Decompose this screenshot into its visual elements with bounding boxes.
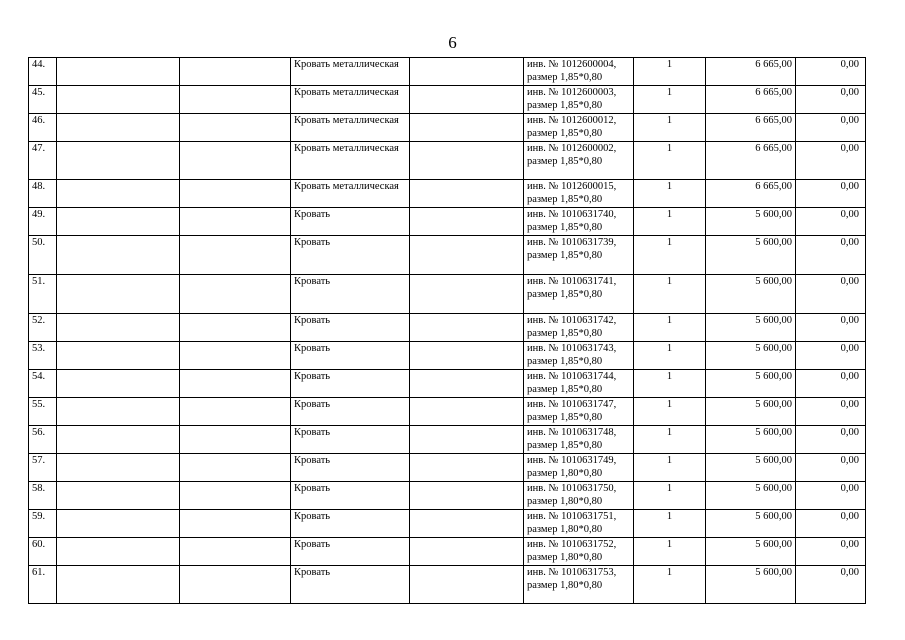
cost-cell: 5 600,00 — [706, 566, 796, 604]
empty-cell — [180, 482, 291, 510]
empty-cell — [410, 398, 524, 426]
quantity-cell: 1 — [634, 342, 706, 370]
empty-cell — [57, 180, 180, 208]
cost-cell: 5 600,00 — [706, 342, 796, 370]
residual-value-cell: 0,00 — [796, 426, 866, 454]
row-number-cell: 44. — [29, 58, 57, 86]
row-number-cell: 56. — [29, 426, 57, 454]
table-row — [29, 180, 866, 208]
item-name-cell: Кровать — [291, 454, 410, 482]
table-row — [29, 275, 866, 314]
empty-cell — [57, 566, 180, 604]
residual-value-cell: 0,00 — [796, 538, 866, 566]
cost-cell: 5 600,00 — [706, 398, 796, 426]
empty-cell — [57, 58, 180, 86]
table-row — [29, 342, 866, 370]
residual-value-cell: 0,00 — [796, 86, 866, 114]
item-name-cell: Кровать — [291, 236, 410, 275]
item-description-cell: инв. № 1010631749, размер 1,80*0,80 — [524, 454, 634, 482]
item-name-cell: Кровать металлическая — [291, 58, 410, 86]
item-description-cell: инв. № 1010631739, размер 1,85*0,80 — [524, 236, 634, 275]
residual-value-cell: 0,00 — [796, 58, 866, 86]
empty-cell — [180, 370, 291, 398]
row-number-cell: 46. — [29, 114, 57, 142]
item-description-cell: инв. № 1010631751, размер 1,80*0,80 — [524, 510, 634, 538]
residual-value-cell: 0,00 — [796, 208, 866, 236]
residual-value-cell: 0,00 — [796, 142, 866, 180]
empty-cell — [180, 426, 291, 454]
item-name-cell: Кровать — [291, 538, 410, 566]
empty-cell — [57, 510, 180, 538]
empty-cell — [180, 58, 291, 86]
quantity-cell: 1 — [634, 538, 706, 566]
item-name-cell: Кровать — [291, 208, 410, 236]
table-row — [29, 510, 866, 538]
table-row — [29, 114, 866, 142]
item-description-cell: инв. № 1010631743, размер 1,85*0,80 — [524, 342, 634, 370]
empty-cell — [57, 142, 180, 180]
empty-cell — [410, 482, 524, 510]
row-number-cell: 61. — [29, 566, 57, 604]
empty-cell — [180, 510, 291, 538]
quantity-cell: 1 — [634, 314, 706, 342]
item-description-cell: инв. № 1012600004, размер 1,85*0,80 — [524, 58, 634, 86]
cost-cell: 5 600,00 — [706, 510, 796, 538]
cost-cell: 5 600,00 — [706, 236, 796, 275]
quantity-cell: 1 — [634, 454, 706, 482]
item-name-cell: Кровать — [291, 275, 410, 314]
row-number-cell: 49. — [29, 208, 57, 236]
table-row — [29, 314, 866, 342]
cost-cell: 6 665,00 — [706, 114, 796, 142]
quantity-cell: 1 — [634, 180, 706, 208]
empty-cell — [180, 314, 291, 342]
table-row — [29, 566, 866, 604]
empty-cell — [180, 275, 291, 314]
residual-value-cell: 0,00 — [796, 566, 866, 604]
item-description-cell: инв. № 1010631752, размер 1,80*0,80 — [524, 538, 634, 566]
empty-cell — [410, 314, 524, 342]
empty-cell — [410, 510, 524, 538]
empty-cell — [180, 180, 291, 208]
inventory-table — [28, 57, 866, 604]
item-description-cell: инв. № 1010631750, размер 1,80*0,80 — [524, 482, 634, 510]
cost-cell: 6 665,00 — [706, 86, 796, 114]
row-number-cell: 51. — [29, 275, 57, 314]
table-row — [29, 236, 866, 275]
row-number-cell: 53. — [29, 342, 57, 370]
cost-cell: 5 600,00 — [706, 208, 796, 236]
table-row — [29, 58, 866, 86]
table-row — [29, 142, 866, 180]
item-name-cell: Кровать — [291, 510, 410, 538]
empty-cell — [57, 86, 180, 114]
item-name-cell: Кровать металлическая — [291, 114, 410, 142]
empty-cell — [410, 114, 524, 142]
empty-cell — [57, 454, 180, 482]
table-row — [29, 538, 866, 566]
cost-cell: 6 665,00 — [706, 58, 796, 86]
item-description-cell: инв. № 1010631741, размер 1,85*0,80 — [524, 275, 634, 314]
empty-cell — [410, 566, 524, 604]
quantity-cell: 1 — [634, 566, 706, 604]
item-name-cell: Кровать металлическая — [291, 180, 410, 208]
residual-value-cell: 0,00 — [796, 342, 866, 370]
row-number-cell: 45. — [29, 86, 57, 114]
empty-cell — [410, 236, 524, 275]
cost-cell: 5 600,00 — [706, 482, 796, 510]
empty-cell — [180, 566, 291, 604]
table-row — [29, 208, 866, 236]
item-name-cell: Кровать — [291, 342, 410, 370]
quantity-cell: 1 — [634, 370, 706, 398]
empty-cell — [180, 538, 291, 566]
item-description-cell: инв. № 1012600003, размер 1,85*0,80 — [524, 86, 634, 114]
empty-cell — [410, 180, 524, 208]
cost-cell: 5 600,00 — [706, 275, 796, 314]
residual-value-cell: 0,00 — [796, 482, 866, 510]
item-description-cell: инв. № 1012600002, размер 1,85*0,80 — [524, 142, 634, 180]
residual-value-cell: 0,00 — [796, 180, 866, 208]
item-name-cell: Кровать — [291, 370, 410, 398]
residual-value-cell: 0,00 — [796, 114, 866, 142]
item-name-cell: Кровать металлическая — [291, 86, 410, 114]
item-description-cell: инв. № 1010631747, размер 1,85*0,80 — [524, 398, 634, 426]
item-description-cell: инв. № 1010631740, размер 1,85*0,80 — [524, 208, 634, 236]
empty-cell — [180, 86, 291, 114]
item-description-cell: инв. № 1012600015, размер 1,85*0,80 — [524, 180, 634, 208]
table-row — [29, 398, 866, 426]
item-name-cell: Кровать — [291, 566, 410, 604]
row-number-cell: 57. — [29, 454, 57, 482]
empty-cell — [57, 314, 180, 342]
quantity-cell: 1 — [634, 114, 706, 142]
empty-cell — [180, 342, 291, 370]
row-number-cell: 59. — [29, 510, 57, 538]
cost-cell: 6 665,00 — [706, 142, 796, 180]
item-description-cell: инв. № 1010631753, размер 1,80*0,80 — [524, 566, 634, 604]
empty-cell — [57, 208, 180, 236]
cost-cell: 5 600,00 — [706, 314, 796, 342]
quantity-cell: 1 — [634, 482, 706, 510]
table-row — [29, 86, 866, 114]
row-number-cell: 47. — [29, 142, 57, 180]
residual-value-cell: 0,00 — [796, 275, 866, 314]
item-name-cell: Кровать — [291, 398, 410, 426]
empty-cell — [180, 114, 291, 142]
residual-value-cell: 0,00 — [796, 454, 866, 482]
empty-cell — [57, 114, 180, 142]
item-name-cell: Кровать металлическая — [291, 142, 410, 180]
empty-cell — [410, 86, 524, 114]
empty-cell — [180, 236, 291, 275]
cost-cell: 6 665,00 — [706, 180, 796, 208]
cost-cell: 5 600,00 — [706, 454, 796, 482]
empty-cell — [180, 398, 291, 426]
quantity-cell: 1 — [634, 426, 706, 454]
table-row — [29, 370, 866, 398]
empty-cell — [410, 342, 524, 370]
quantity-cell: 1 — [634, 58, 706, 86]
table-row — [29, 426, 866, 454]
row-number-cell: 54. — [29, 370, 57, 398]
item-description-cell: инв. № 1010631742, размер 1,85*0,80 — [524, 314, 634, 342]
empty-cell — [180, 208, 291, 236]
row-number-cell: 48. — [29, 180, 57, 208]
residual-value-cell: 0,00 — [796, 510, 866, 538]
row-number-cell: 50. — [29, 236, 57, 275]
row-number-cell: 60. — [29, 538, 57, 566]
empty-cell — [57, 370, 180, 398]
empty-cell — [57, 426, 180, 454]
item-description-cell: инв. № 1010631748, размер 1,85*0,80 — [524, 426, 634, 454]
residual-value-cell: 0,00 — [796, 370, 866, 398]
empty-cell — [410, 58, 524, 86]
page-number: 6 — [448, 33, 457, 52]
table-body — [29, 58, 866, 604]
quantity-cell: 1 — [634, 275, 706, 314]
row-number-cell: 58. — [29, 482, 57, 510]
empty-cell — [410, 370, 524, 398]
cost-cell: 5 600,00 — [706, 370, 796, 398]
residual-value-cell: 0,00 — [796, 236, 866, 275]
residual-value-cell: 0,00 — [796, 398, 866, 426]
item-name-cell: Кровать — [291, 482, 410, 510]
quantity-cell: 1 — [634, 510, 706, 538]
cost-cell: 5 600,00 — [706, 538, 796, 566]
row-number-cell: 55. — [29, 398, 57, 426]
residual-value-cell: 0,00 — [796, 314, 866, 342]
empty-cell — [57, 236, 180, 275]
quantity-cell: 1 — [634, 398, 706, 426]
empty-cell — [410, 538, 524, 566]
empty-cell — [57, 275, 180, 314]
empty-cell — [410, 454, 524, 482]
item-name-cell: Кровать — [291, 426, 410, 454]
quantity-cell: 1 — [634, 86, 706, 114]
empty-cell — [410, 208, 524, 236]
empty-cell — [410, 275, 524, 314]
table-row — [29, 454, 866, 482]
quantity-cell: 1 — [634, 236, 706, 275]
empty-cell — [57, 482, 180, 510]
empty-cell — [180, 142, 291, 180]
table-row — [29, 482, 866, 510]
empty-cell — [57, 538, 180, 566]
cost-cell: 5 600,00 — [706, 426, 796, 454]
row-number-cell: 52. — [29, 314, 57, 342]
item-description-cell: инв. № 1010631744, размер 1,85*0,80 — [524, 370, 634, 398]
empty-cell — [57, 342, 180, 370]
quantity-cell: 1 — [634, 142, 706, 180]
quantity-cell: 1 — [634, 208, 706, 236]
item-description-cell: инв. № 1012600012, размер 1,85*0,80 — [524, 114, 634, 142]
empty-cell — [57, 398, 180, 426]
empty-cell — [410, 142, 524, 180]
item-name-cell: Кровать — [291, 314, 410, 342]
empty-cell — [180, 454, 291, 482]
empty-cell — [410, 426, 524, 454]
